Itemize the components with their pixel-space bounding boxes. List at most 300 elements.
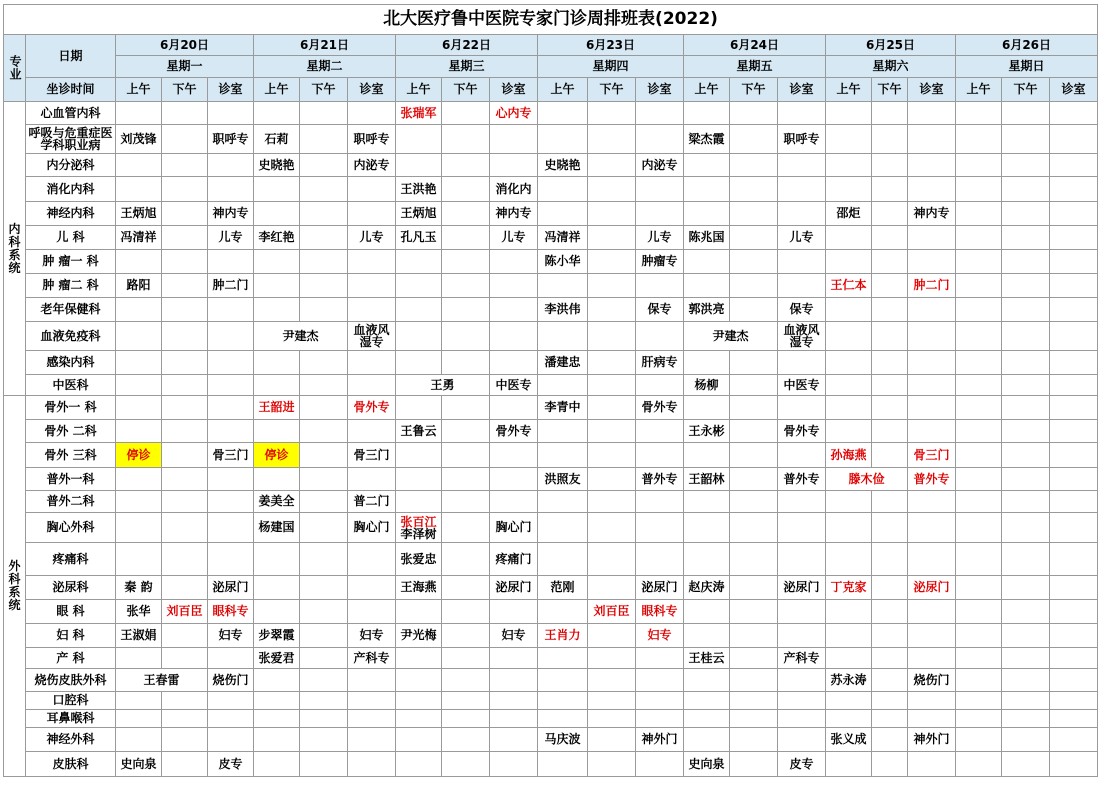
doctor-name: 王韶进 bbox=[254, 396, 300, 420]
empty-slot bbox=[396, 468, 442, 491]
empty-slot bbox=[684, 624, 730, 648]
doctor-name-line: 李泽树 bbox=[400, 526, 437, 541]
doctor-name: 刘茂锋 bbox=[116, 125, 162, 154]
date-header: 6月25日 bbox=[826, 35, 956, 56]
doctor-name: 步翠霞 bbox=[254, 624, 300, 648]
clinic-room: 职呼专 bbox=[348, 125, 396, 154]
empty-slot bbox=[730, 250, 778, 274]
empty-slot bbox=[908, 177, 956, 202]
empty-slot bbox=[254, 600, 300, 624]
empty-slot bbox=[538, 375, 588, 396]
doctor-name: 张华 bbox=[116, 600, 162, 624]
empty-slot bbox=[826, 710, 872, 728]
empty-slot bbox=[730, 443, 778, 468]
empty-slot bbox=[588, 420, 636, 443]
empty-slot bbox=[538, 513, 588, 543]
empty-slot bbox=[956, 752, 1002, 777]
empty-slot bbox=[442, 692, 490, 710]
doctor-name: 梁杰霞 bbox=[684, 125, 730, 154]
empty-slot bbox=[162, 375, 208, 396]
department-name: 骨外一 科 bbox=[26, 396, 116, 420]
empty-slot bbox=[956, 543, 1002, 576]
empty-slot bbox=[684, 669, 730, 692]
empty-slot bbox=[442, 648, 490, 669]
empty-slot bbox=[1050, 468, 1098, 491]
empty-slot bbox=[908, 154, 956, 177]
doctor-name: 马庆波 bbox=[538, 728, 588, 752]
empty-slot bbox=[116, 513, 162, 543]
department-name: 泌尿科 bbox=[26, 576, 116, 600]
empty-slot bbox=[872, 420, 908, 443]
empty-slot bbox=[956, 375, 1002, 396]
empty-slot bbox=[396, 125, 442, 154]
empty-slot bbox=[872, 624, 908, 648]
empty-slot bbox=[588, 102, 636, 125]
empty-slot bbox=[956, 692, 1002, 710]
empty-slot bbox=[588, 692, 636, 710]
empty-slot bbox=[684, 543, 730, 576]
empty-slot bbox=[1050, 576, 1098, 600]
empty-slot bbox=[300, 543, 348, 576]
empty-slot bbox=[730, 468, 778, 491]
empty-slot bbox=[490, 669, 538, 692]
clinic-room: 普外专 bbox=[636, 468, 684, 491]
empty-slot bbox=[956, 468, 1002, 491]
empty-slot bbox=[636, 491, 684, 513]
empty-slot bbox=[908, 375, 956, 396]
empty-slot bbox=[1050, 648, 1098, 669]
doctor-name: 洪照友 bbox=[538, 468, 588, 491]
schedule-row bbox=[4, 202, 1098, 226]
department-name: 神经内科 bbox=[26, 202, 116, 226]
empty-slot bbox=[116, 154, 162, 177]
empty-slot bbox=[348, 600, 396, 624]
empty-slot bbox=[162, 576, 208, 600]
empty-slot bbox=[826, 298, 872, 322]
empty-slot bbox=[588, 125, 636, 154]
empty-slot bbox=[254, 420, 300, 443]
clinic-room: 产科专 bbox=[778, 648, 826, 669]
pm-header: 下午 bbox=[300, 78, 348, 102]
empty-slot bbox=[162, 624, 208, 648]
doctor-name-line: 张百江 bbox=[400, 514, 437, 529]
clinic-room: 泌尿门 bbox=[490, 576, 538, 600]
empty-slot bbox=[300, 669, 348, 692]
department-name: 口腔科 bbox=[26, 692, 116, 710]
empty-slot bbox=[872, 154, 908, 177]
empty-slot bbox=[490, 710, 538, 728]
empty-slot bbox=[636, 669, 684, 692]
empty-slot bbox=[538, 274, 588, 298]
empty-slot bbox=[162, 443, 208, 468]
title-row bbox=[4, 5, 1098, 35]
clinic-room: 胸心门 bbox=[348, 513, 396, 543]
empty-slot bbox=[1050, 669, 1098, 692]
empty-slot bbox=[588, 396, 636, 420]
empty-slot bbox=[872, 491, 908, 513]
date-header: 6月22日 bbox=[396, 35, 538, 56]
doctor-name: 冯清祥 bbox=[538, 226, 588, 250]
schedule-row bbox=[4, 298, 1098, 322]
empty-slot bbox=[684, 274, 730, 298]
empty-slot bbox=[826, 692, 872, 710]
doctor-name: 张爱忠 bbox=[396, 543, 442, 576]
empty-slot bbox=[1050, 543, 1098, 576]
clinic-room: 心内专 bbox=[490, 102, 538, 125]
doctor-name: 王洪艳 bbox=[396, 177, 442, 202]
clinic-room: 骨外专 bbox=[490, 420, 538, 443]
empty-slot bbox=[208, 491, 254, 513]
empty-slot bbox=[730, 375, 778, 396]
page-title: 北大医疗鲁中医院专家门诊周排班表(2022) bbox=[4, 5, 1098, 35]
empty-slot bbox=[1050, 202, 1098, 226]
empty-slot bbox=[1002, 443, 1050, 468]
weekday-header: 星期日 bbox=[956, 56, 1098, 78]
empty-slot bbox=[826, 420, 872, 443]
empty-slot bbox=[300, 491, 348, 513]
clinic-room: 烧伤门 bbox=[908, 669, 956, 692]
doctor-name: 冯清祥 bbox=[116, 226, 162, 250]
empty-slot bbox=[208, 250, 254, 274]
empty-slot bbox=[300, 443, 348, 468]
empty-slot bbox=[908, 624, 956, 648]
empty-slot bbox=[636, 752, 684, 777]
empty-slot bbox=[1002, 202, 1050, 226]
empty-slot bbox=[956, 648, 1002, 669]
empty-slot bbox=[730, 102, 778, 125]
empty-slot bbox=[300, 752, 348, 777]
clinic-room: 眼科专 bbox=[208, 600, 254, 624]
doctor-name: 张瑞军 bbox=[396, 102, 442, 125]
empty-slot bbox=[116, 648, 162, 669]
weekday-header: 星期六 bbox=[826, 56, 956, 78]
empty-slot bbox=[588, 298, 636, 322]
room-header: 诊室 bbox=[1050, 78, 1098, 102]
empty-slot bbox=[636, 513, 684, 543]
empty-slot bbox=[442, 322, 490, 351]
empty-slot bbox=[1002, 274, 1050, 298]
empty-slot bbox=[396, 669, 442, 692]
am-header: 上午 bbox=[396, 78, 442, 102]
empty-slot bbox=[1002, 250, 1050, 274]
clinic-room: 中医专 bbox=[778, 375, 826, 396]
empty-slot bbox=[396, 443, 442, 468]
empty-slot bbox=[442, 420, 490, 443]
empty-slot bbox=[956, 624, 1002, 648]
empty-slot bbox=[254, 752, 300, 777]
empty-slot bbox=[684, 177, 730, 202]
department-name: 神经外科 bbox=[26, 728, 116, 752]
empty-slot bbox=[490, 443, 538, 468]
schedule-row bbox=[4, 154, 1098, 177]
department-name: 普外二科 bbox=[26, 491, 116, 513]
empty-slot bbox=[162, 154, 208, 177]
empty-slot bbox=[872, 351, 908, 375]
empty-slot bbox=[1002, 322, 1050, 351]
empty-slot bbox=[730, 420, 778, 443]
empty-slot bbox=[162, 468, 208, 491]
empty-slot bbox=[826, 600, 872, 624]
schedule-row bbox=[4, 728, 1098, 752]
schedule-row bbox=[4, 420, 1098, 443]
empty-slot bbox=[730, 624, 778, 648]
empty-slot bbox=[588, 543, 636, 576]
empty-slot bbox=[1050, 420, 1098, 443]
empty-slot bbox=[116, 692, 162, 710]
empty-slot bbox=[588, 669, 636, 692]
empty-slot bbox=[778, 177, 826, 202]
doctor-name: 杨建国 bbox=[254, 513, 300, 543]
doctor-name: 孔凡玉 bbox=[396, 226, 442, 250]
schedule-row bbox=[4, 274, 1098, 298]
empty-slot bbox=[538, 443, 588, 468]
empty-slot bbox=[490, 322, 538, 351]
empty-slot bbox=[1002, 298, 1050, 322]
clinic-room: 妇专 bbox=[490, 624, 538, 648]
surgical-system-label: 外科系统 bbox=[4, 396, 26, 777]
empty-slot bbox=[490, 728, 538, 752]
empty-slot bbox=[778, 154, 826, 177]
schedule-row bbox=[4, 669, 1098, 692]
am-header: 上午 bbox=[538, 78, 588, 102]
doctor-name: 丁克家 bbox=[826, 576, 872, 600]
empty-slot bbox=[538, 710, 588, 728]
empty-slot bbox=[908, 102, 956, 125]
empty-slot bbox=[442, 491, 490, 513]
empty-slot bbox=[208, 351, 254, 375]
empty-slot bbox=[872, 728, 908, 752]
empty-slot bbox=[348, 250, 396, 274]
pm-header: 下午 bbox=[162, 78, 208, 102]
empty-slot bbox=[116, 298, 162, 322]
empty-slot bbox=[908, 513, 956, 543]
department-name: 血液免疫科 bbox=[26, 322, 116, 351]
am-header: 上午 bbox=[684, 78, 730, 102]
doctor-name: 尹建杰 bbox=[254, 322, 348, 351]
schedule-row bbox=[4, 177, 1098, 202]
empty-slot bbox=[162, 351, 208, 375]
empty-slot bbox=[1002, 396, 1050, 420]
empty-slot bbox=[956, 226, 1002, 250]
empty-slot bbox=[1050, 513, 1098, 543]
empty-slot bbox=[588, 202, 636, 226]
empty-slot bbox=[826, 513, 872, 543]
schedule-row bbox=[4, 624, 1098, 648]
empty-slot bbox=[300, 710, 348, 728]
clinic-room: 骨三门 bbox=[908, 443, 956, 468]
empty-slot bbox=[636, 322, 684, 351]
empty-slot bbox=[490, 125, 538, 154]
schedule-row bbox=[4, 710, 1098, 728]
empty-slot bbox=[956, 576, 1002, 600]
empty-slot bbox=[588, 154, 636, 177]
empty-slot bbox=[442, 468, 490, 491]
clinic-room: 普二门 bbox=[348, 491, 396, 513]
schedule-row bbox=[4, 491, 1098, 513]
empty-slot bbox=[254, 202, 300, 226]
clinic-room: 骨三门 bbox=[348, 443, 396, 468]
empty-slot bbox=[908, 692, 956, 710]
room-header: 诊室 bbox=[778, 78, 826, 102]
empty-slot bbox=[778, 443, 826, 468]
empty-slot bbox=[300, 154, 348, 177]
empty-slot bbox=[300, 692, 348, 710]
empty-slot bbox=[588, 468, 636, 491]
clinic-room: 烧伤门 bbox=[208, 669, 254, 692]
empty-slot bbox=[730, 513, 778, 543]
empty-slot bbox=[826, 102, 872, 125]
empty-slot bbox=[588, 624, 636, 648]
empty-slot bbox=[1002, 154, 1050, 177]
empty-slot bbox=[396, 692, 442, 710]
doctor-name: 王鲁云 bbox=[396, 420, 442, 443]
am-header: 上午 bbox=[826, 78, 872, 102]
empty-slot bbox=[348, 576, 396, 600]
empty-slot bbox=[442, 102, 490, 125]
empty-slot bbox=[348, 669, 396, 692]
empty-slot bbox=[872, 600, 908, 624]
empty-slot bbox=[956, 420, 1002, 443]
doctor-name: 史向泉 bbox=[116, 752, 162, 777]
empty-slot bbox=[208, 513, 254, 543]
empty-slot bbox=[116, 420, 162, 443]
empty-slot bbox=[588, 375, 636, 396]
empty-slot bbox=[588, 710, 636, 728]
empty-slot bbox=[730, 576, 778, 600]
empty-slot bbox=[1002, 692, 1050, 710]
weekday-header-row bbox=[4, 56, 1098, 78]
empty-slot bbox=[1050, 351, 1098, 375]
clinic-room: 妇专 bbox=[348, 624, 396, 648]
schedule-row bbox=[4, 648, 1098, 669]
empty-slot bbox=[778, 513, 826, 543]
empty-slot bbox=[826, 375, 872, 396]
empty-slot bbox=[116, 710, 162, 728]
department-name: 消化内科 bbox=[26, 177, 116, 202]
empty-slot bbox=[254, 177, 300, 202]
empty-slot bbox=[730, 125, 778, 154]
empty-slot bbox=[490, 274, 538, 298]
empty-slot bbox=[1002, 177, 1050, 202]
empty-slot bbox=[162, 226, 208, 250]
clinic-room: 神外门 bbox=[908, 728, 956, 752]
empty-slot bbox=[348, 420, 396, 443]
doctor-name: 张爱君 bbox=[254, 648, 300, 669]
empty-slot bbox=[490, 692, 538, 710]
empty-slot bbox=[442, 710, 490, 728]
empty-slot bbox=[636, 125, 684, 154]
clinic-room: 神外门 bbox=[636, 728, 684, 752]
empty-slot bbox=[778, 728, 826, 752]
empty-slot bbox=[300, 728, 348, 752]
empty-slot bbox=[826, 624, 872, 648]
empty-slot bbox=[490, 600, 538, 624]
empty-slot bbox=[300, 298, 348, 322]
empty-slot bbox=[588, 443, 636, 468]
clinic-room: 骨外专 bbox=[778, 420, 826, 443]
empty-slot bbox=[300, 125, 348, 154]
empty-slot bbox=[956, 177, 1002, 202]
empty-slot bbox=[396, 154, 442, 177]
empty-slot bbox=[1050, 274, 1098, 298]
doctor-name: 王淑娟 bbox=[116, 624, 162, 648]
empty-slot bbox=[778, 624, 826, 648]
empty-slot bbox=[1002, 420, 1050, 443]
clinic-room: 皮专 bbox=[778, 752, 826, 777]
empty-slot bbox=[116, 177, 162, 202]
schedule-row bbox=[4, 226, 1098, 250]
clinic-room: 血液风湿专 bbox=[348, 322, 396, 351]
empty-slot bbox=[254, 274, 300, 298]
empty-slot bbox=[208, 648, 254, 669]
doctor-name: 孙海燕 bbox=[826, 443, 872, 468]
department-name: 胸心外科 bbox=[26, 513, 116, 543]
clinic-room: 泌尿门 bbox=[778, 576, 826, 600]
schedule-row bbox=[4, 576, 1098, 600]
empty-slot bbox=[956, 600, 1002, 624]
empty-slot bbox=[300, 600, 348, 624]
doctor-name: 王永彬 bbox=[684, 420, 730, 443]
empty-slot bbox=[538, 648, 588, 669]
clinic-room: 骨三门 bbox=[208, 443, 254, 468]
empty-slot bbox=[872, 226, 908, 250]
empty-slot bbox=[162, 322, 208, 351]
department-name: 疼痛科 bbox=[26, 543, 116, 576]
empty-slot bbox=[684, 250, 730, 274]
clinic-room: 神内专 bbox=[908, 202, 956, 226]
empty-slot bbox=[162, 513, 208, 543]
empty-slot bbox=[208, 420, 254, 443]
empty-slot bbox=[778, 600, 826, 624]
specialty-header: 专业 bbox=[4, 35, 26, 102]
empty-slot bbox=[826, 250, 872, 274]
weekday-header: 星期一 bbox=[116, 56, 254, 78]
empty-slot bbox=[778, 710, 826, 728]
empty-slot bbox=[636, 202, 684, 226]
empty-slot bbox=[396, 728, 442, 752]
empty-slot bbox=[730, 692, 778, 710]
clinic-room: 消化内 bbox=[490, 177, 538, 202]
empty-slot bbox=[872, 396, 908, 420]
empty-slot bbox=[1002, 669, 1050, 692]
pm-header: 下午 bbox=[1002, 78, 1050, 102]
empty-slot bbox=[778, 274, 826, 298]
empty-slot bbox=[490, 491, 538, 513]
empty-slot bbox=[208, 468, 254, 491]
schedule-row bbox=[4, 600, 1098, 624]
empty-slot bbox=[538, 543, 588, 576]
empty-slot bbox=[636, 443, 684, 468]
empty-slot bbox=[442, 396, 490, 420]
empty-slot bbox=[1002, 752, 1050, 777]
empty-slot bbox=[348, 710, 396, 728]
empty-slot bbox=[730, 202, 778, 226]
empty-slot bbox=[826, 543, 872, 576]
empty-slot bbox=[396, 600, 442, 624]
empty-slot bbox=[442, 728, 490, 752]
empty-slot bbox=[872, 513, 908, 543]
doctor-name: 李洪伟 bbox=[538, 298, 588, 322]
department-name: 骨外 二科 bbox=[26, 420, 116, 443]
doctor-name: 陈兆国 bbox=[684, 226, 730, 250]
date-header-row bbox=[4, 35, 1098, 56]
empty-slot bbox=[778, 102, 826, 125]
empty-slot bbox=[442, 513, 490, 543]
clinic-room: 中医专 bbox=[490, 375, 538, 396]
doctor-name: 刘百臣 bbox=[588, 600, 636, 624]
empty-slot bbox=[636, 375, 684, 396]
empty-slot bbox=[538, 752, 588, 777]
